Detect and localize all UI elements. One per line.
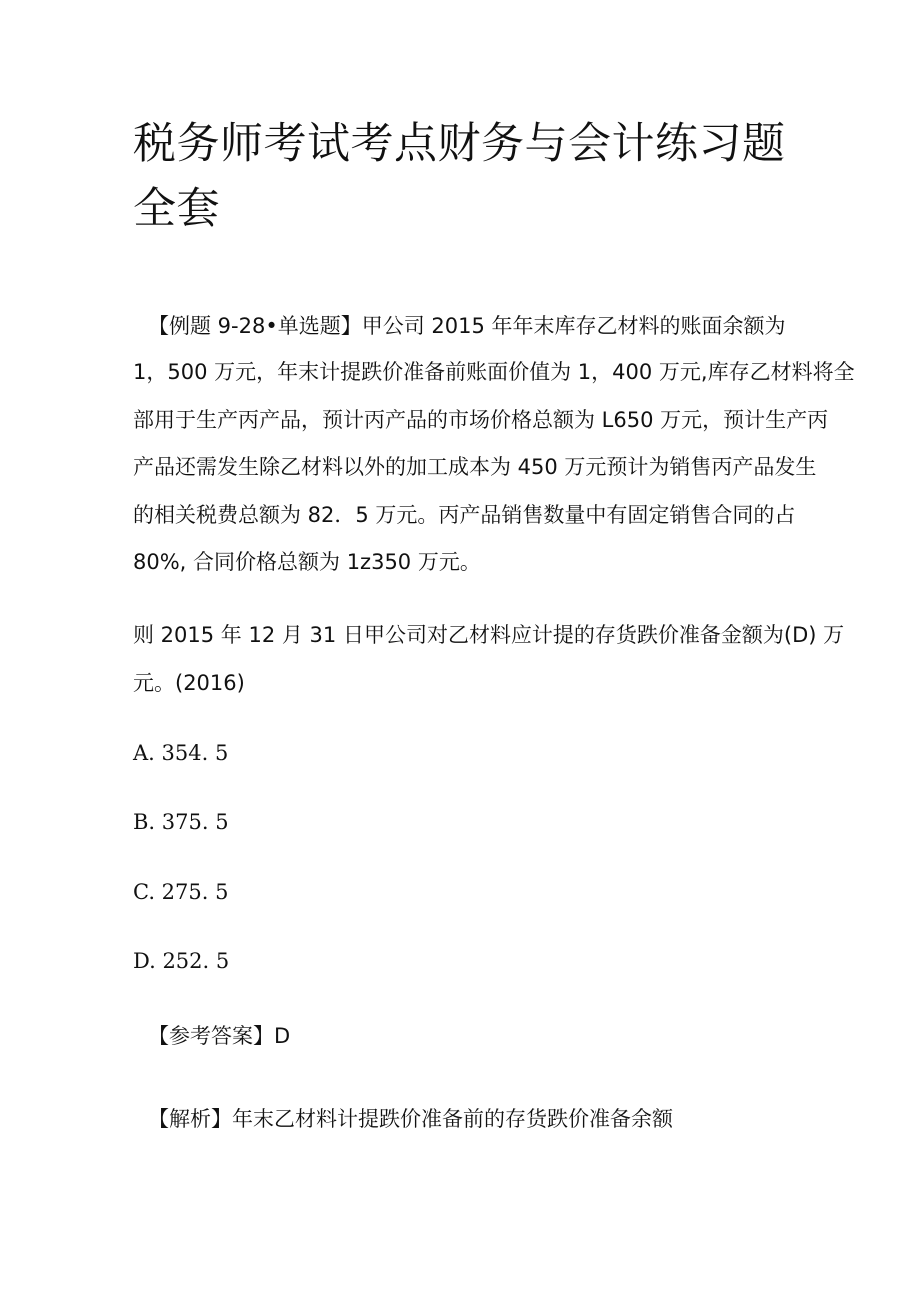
document-title	[133, 112, 833, 242]
option-a: A. 354. 5	[133, 741, 229, 765]
question-stem-line-1: 则 2015 年 12 月 31 日甲公司对乙材料应计提的存货跌价准备金额为(D) 万	[133, 623, 845, 647]
option-c: C. 275. 5	[133, 880, 229, 904]
analysis-text: 【解析】年末乙材料计提跌价准备前的存货跌价准备余额	[148, 1107, 673, 1131]
question-stem-line-2: 元。(2016)	[133, 671, 245, 695]
reference-answer: 【参考答案】D	[148, 1024, 291, 1048]
title-line-2: 全套	[133, 184, 220, 234]
question-line-4: 产品还需发生除乙材料以外的加工成本为 450 万元预计为销售丙产品发生	[133, 455, 817, 479]
option-d: D. 252. 5	[133, 949, 230, 973]
question-line-6: 80%, 合同价格总额为 1z350 万元。	[133, 550, 481, 574]
question-line-5: 的相关税费总额为 82．5 万元。丙产品销售数量中有固定销售合同的占	[133, 503, 796, 527]
question-line-3: 部用于生产丙产品，预计丙产品的市场价格总额为 L650 万元，预计生产丙	[133, 408, 829, 432]
question-line-1: 【例题 9-28•单选题】甲公司 2015 年年末库存乙材料的账面余额为	[148, 314, 786, 338]
title-line-1: 税务师考试考点财务与会计练习题	[133, 119, 786, 169]
question-line-2: 1，500 万元，年末计提跌价准备前账面价值为 1，400 万元,库存乙材料将全	[133, 360, 855, 384]
option-b: B. 375. 5	[133, 810, 229, 834]
